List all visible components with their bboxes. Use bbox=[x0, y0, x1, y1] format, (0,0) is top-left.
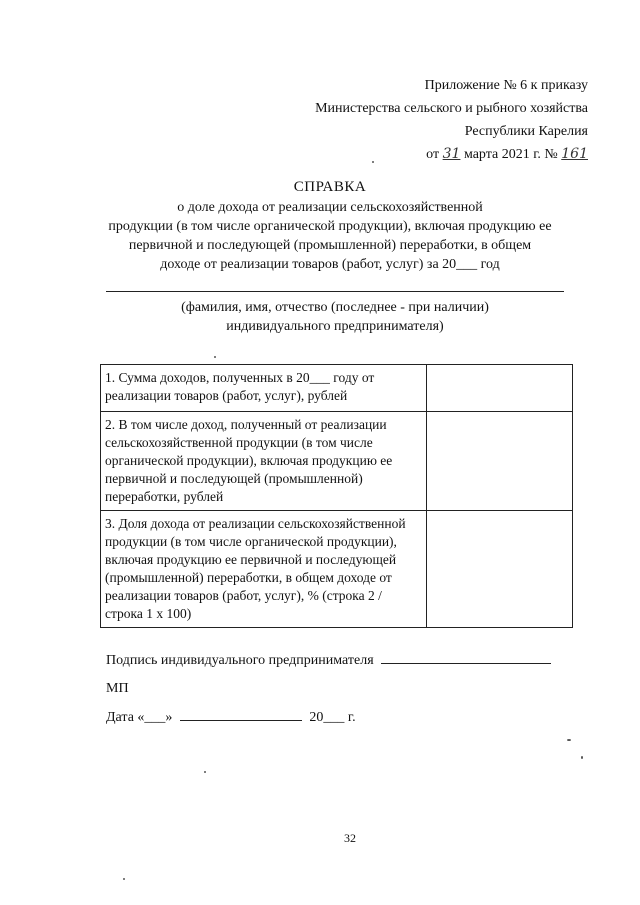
order-day-handwritten: 31 bbox=[442, 146, 461, 162]
signature-fill-line[interactable] bbox=[381, 649, 551, 664]
scan-speck bbox=[581, 756, 583, 759]
document-title-block bbox=[80, 178, 580, 274]
row-1-value-cell[interactable] bbox=[427, 365, 573, 412]
order-date-prefix: от bbox=[426, 147, 440, 162]
scan-speck bbox=[123, 878, 125, 880]
signature-label: Подпись индивидуального предпринимателя bbox=[106, 653, 374, 668]
date-prefix: Дата «___» bbox=[106, 710, 173, 725]
scan-speck bbox=[567, 739, 571, 741]
scan-speck bbox=[204, 771, 206, 773]
document-title: СПРАВКА bbox=[293, 179, 367, 195]
name-caption-line-1: (фамилия, имя, отчество (последнее - при наличии) bbox=[181, 300, 489, 315]
table-row bbox=[101, 412, 573, 511]
appendix-header bbox=[258, 74, 588, 166]
signature-row bbox=[106, 649, 551, 670]
table-row bbox=[101, 511, 573, 628]
table-row bbox=[101, 365, 573, 412]
title-subline-3: первичной и последующей (промышленной) переработки, в общем bbox=[128, 238, 532, 253]
title-subline-2: продукции (в том числе органической продукции), включая продукцию ее bbox=[108, 219, 552, 234]
row-2-label: 2. В том числе доход, полученный от реализации сельскохозяйственной продукции (в том числе органической продукции), включая продукцию ее первичной и последующей (промышленной) переработки, рублей bbox=[101, 412, 427, 511]
row-3-label: 3. Доля дохода от реализации сельскохозяйственной продукции (в том числе органической продукции), включая продукцию ее первичной и последующей (промышленной) переработки, в общем доходе от реализации товаров (работ, услуг), % (строка 2 / строка 1 x 100) bbox=[101, 511, 427, 628]
row-1-label: 1. Сумма доходов, полученных в 20___ году от реализации товаров (работ, услуг), рублей bbox=[101, 365, 427, 412]
scan-speck bbox=[214, 356, 216, 358]
appendix-line-2: Министерства сельского и рыбного хозяйства bbox=[315, 101, 588, 116]
name-caption bbox=[120, 298, 550, 336]
scan-speck bbox=[372, 161, 374, 163]
appendix-line-4 bbox=[258, 143, 588, 166]
appendix-line-3: Республики Карелия bbox=[464, 124, 588, 139]
stamp-place-label: МП bbox=[106, 681, 129, 696]
title-subline-1: о доле дохода от реализации сельскохозяйственной bbox=[177, 200, 483, 215]
order-date-middle: марта 2021 г. № bbox=[463, 147, 558, 162]
row-2-value-cell[interactable] bbox=[427, 412, 573, 511]
income-table bbox=[100, 364, 573, 628]
page-number: 32 bbox=[344, 831, 356, 845]
order-number-handwritten: 161 bbox=[561, 146, 588, 162]
date-month-fill-line[interactable] bbox=[180, 706, 302, 721]
title-subline-4: доходе от реализации товаров (работ, услуг) за 20___ год bbox=[160, 257, 500, 272]
appendix-line-1: Приложение № 6 к приказу bbox=[424, 78, 588, 93]
name-caption-line-2: индивидуального предпринимателя) bbox=[226, 319, 444, 334]
date-year: 20___ г. bbox=[309, 710, 356, 725]
name-fill-line[interactable] bbox=[106, 291, 564, 292]
row-3-value-cell[interactable] bbox=[427, 511, 573, 628]
date-row bbox=[106, 706, 356, 727]
